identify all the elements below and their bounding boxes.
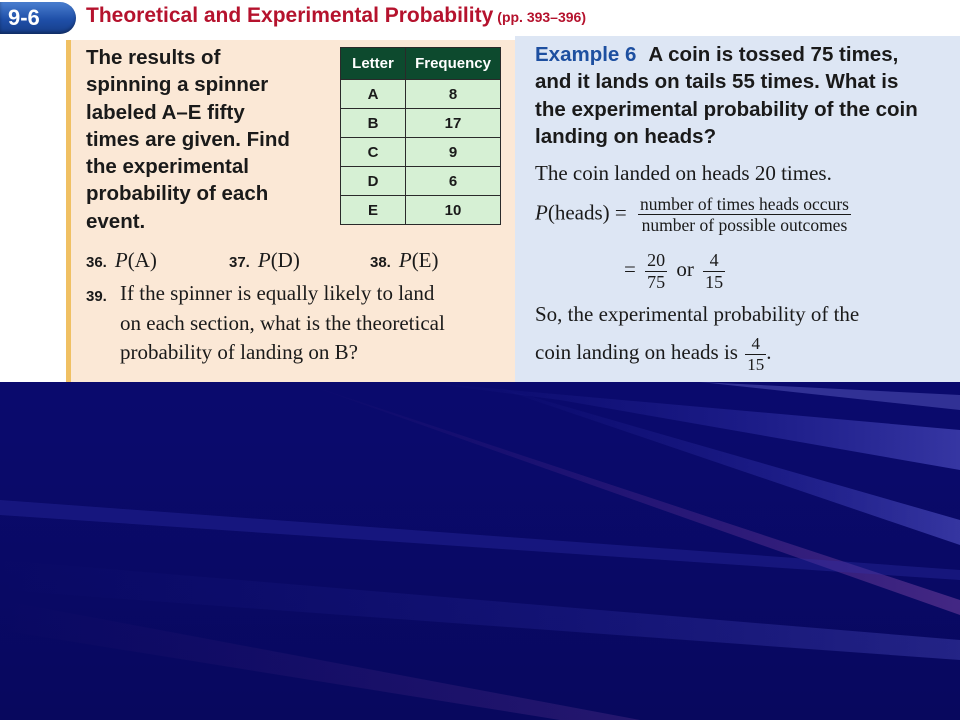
- result-fraction-2-numerator: 4: [703, 251, 725, 272]
- result-fraction-1-denominator: 75: [647, 271, 666, 292]
- column-header-frequency: Frequency: [406, 48, 501, 80]
- exercise-panel-rule: [66, 40, 71, 382]
- exercise-39-line: If the spinner is equally likely to land: [120, 281, 435, 305]
- example-question-line: [535, 41, 950, 68]
- frequency-cell: 6: [406, 167, 501, 196]
- table-row: [341, 109, 501, 138]
- table-row: [341, 167, 501, 196]
- probability-function: P: [114, 248, 128, 272]
- exercise-39-line: on each section, what is the theoretical: [120, 310, 445, 335]
- conclusion-denominator: 15: [747, 354, 765, 374]
- frequency-cell: 8: [406, 80, 501, 109]
- example-fact: The coin landed on heads 20 times.: [535, 161, 832, 185]
- conclusion-fraction: [745, 335, 766, 374]
- probability-event: (E): [411, 248, 439, 272]
- result-fraction-1: [645, 251, 667, 292]
- example-question-text: A coin is tossed 75 times,: [648, 43, 899, 66]
- exercise-number: 38.: [370, 254, 391, 271]
- prompt-line: the experimental: [86, 155, 249, 179]
- probability-formula: [535, 195, 851, 235]
- probability-function: P: [257, 248, 271, 272]
- exercise-36: [86, 248, 157, 273]
- exercise-37: [229, 248, 300, 273]
- example-question-line: the experimental probability of the coin: [535, 97, 918, 121]
- table-header-row: [341, 48, 501, 80]
- letter-cell: B: [341, 109, 406, 138]
- example-question: [535, 41, 950, 150]
- frequency-cell: 9: [406, 138, 501, 167]
- table-row: [341, 80, 501, 109]
- exercise-number: 37.: [229, 254, 250, 271]
- exercise-39: [86, 279, 506, 368]
- exercise-prompt: [86, 44, 326, 235]
- result-fraction-2-denominator: 15: [705, 271, 724, 292]
- prompt-line: The results of: [86, 46, 221, 69]
- probability-event: (D): [270, 248, 300, 272]
- letter-cell: C: [341, 138, 406, 167]
- result-or: or: [676, 257, 694, 282]
- formula-denominator: number of possible outcomes: [641, 215, 848, 236]
- lesson-title-text: Theoretical and Experimental Probability: [86, 4, 494, 27]
- conclusion-text: coin landing on heads is: [535, 340, 738, 365]
- lesson-title: [86, 4, 586, 28]
- letter-cell: A: [341, 80, 406, 109]
- frequency-table: [340, 47, 501, 225]
- conclusion-period: .: [766, 340, 772, 365]
- probability-function: P: [398, 248, 412, 272]
- prompt-line: times are given. Find: [86, 127, 290, 151]
- frequency-cell: 17: [406, 109, 501, 138]
- letter-cell: D: [341, 167, 406, 196]
- example-question-line: and it lands on tails 55 times. What is: [535, 70, 899, 94]
- prompt-line: spinning a spinner: [86, 73, 269, 97]
- result-equals: =: [624, 257, 636, 282]
- exercise-39-line: probability of landing on B?: [120, 340, 358, 364]
- table-row: [341, 196, 501, 225]
- exercise-number: 36.: [86, 254, 107, 271]
- formula-function: P: [535, 200, 548, 225]
- prompt-line: labeled A–E fifty: [86, 100, 245, 124]
- table-row: [341, 138, 501, 167]
- exercise-number: 39.: [86, 288, 107, 305]
- example-conclusion-line-1: So, the experimental probability of the: [535, 302, 860, 326]
- result-fraction-1-numerator: 20: [647, 250, 666, 270]
- letter-cell: E: [341, 196, 406, 225]
- conclusion-numerator: 4: [745, 335, 766, 355]
- column-header-letter: Letter: [341, 48, 406, 80]
- example-label: Example 6: [535, 43, 637, 66]
- formula-numerator: number of times heads occurs: [639, 194, 849, 214]
- prompt-line: event.: [86, 209, 146, 233]
- lesson-number-badge: 9-6: [0, 2, 76, 34]
- formula-fraction: [638, 195, 851, 235]
- example-conclusion-line-2: [535, 335, 771, 374]
- formula-event: (heads) =: [547, 200, 627, 225]
- lesson-pages: (pp. 393–396): [497, 9, 586, 25]
- probability-result: [624, 251, 725, 292]
- prompt-line: probability of each: [86, 182, 269, 206]
- probability-event: (A): [127, 248, 157, 272]
- frequency-cell: 10: [406, 196, 501, 225]
- exercise-38: [370, 248, 439, 273]
- example-question-line: landing on heads?: [535, 124, 717, 148]
- result-fraction-2: [703, 251, 725, 292]
